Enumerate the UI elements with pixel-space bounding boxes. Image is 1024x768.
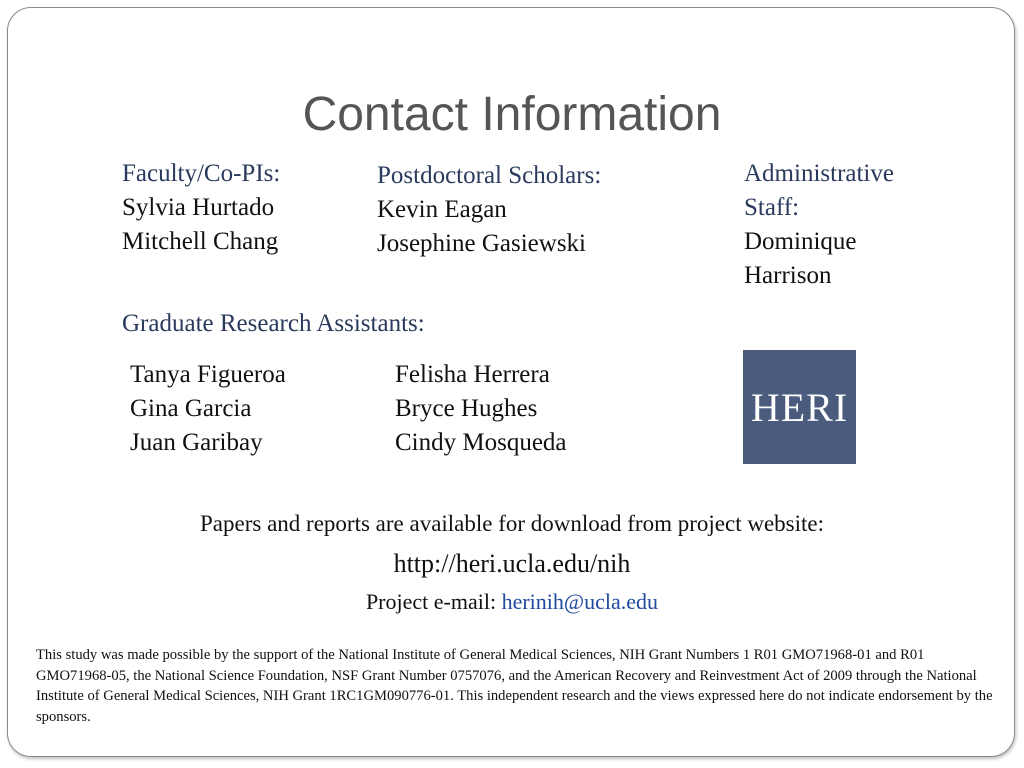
faculty-name: Sylvia Hurtado [122,194,275,221]
email-link[interactable]: herinih@ucla.edu [501,589,659,614]
gra-name: Bryce Hughes [395,395,538,422]
email-label: Project e-mail: [365,589,502,614]
heri-logo-text: HERI [750,384,849,430]
gra-name: Tanya Figueroa [130,361,286,388]
heri-logo [743,350,856,464]
admin-heading-line1: Administrative [744,160,894,187]
faculty-section [122,157,280,259]
postdoc-name: Josephine Gasiewski [377,230,586,257]
postdoc-section [377,159,601,261]
gra-name: Felisha Herrera [395,361,550,388]
page-title: Contact Information [302,88,722,141]
funding-footnote: This study was made possible by the support of the National Institute of General Medical Sciences, NIH Grant Numbers 1 R01 GMO71968-01 and R01 GMO71968-05, the National Science Foundation, NSF Grant Number 0757076, and the American Recovery and Reinvestment Act of 2009 through the National Institute of General Medical Sciences, NIH Grant 1RC1GM090776-01. This independent research and the views expressed here do not indicate endorsement by the sponsors. [36,647,993,725]
gra-column-2 [395,358,567,460]
postdoc-name: Kevin Eagan [377,196,507,223]
admin-name-line1: Dominique [744,228,857,255]
gra-column-1 [130,358,286,460]
gra-name: Cindy Mosqueda [395,429,567,456]
admin-name-line2: Harrison [744,262,832,289]
gra-heading: Graduate Research Assistants: [122,310,425,337]
gra-name: Gina Garcia [130,395,252,422]
faculty-name: Mitchell Chang [122,228,279,255]
papers-text: Papers and reports are available for download from project website: [200,511,824,536]
admin-heading-line2: Staff: [744,194,800,221]
postdoc-heading: Postdoctoral Scholars: [377,162,602,189]
admin-section [744,157,944,293]
gra-name: Juan Garibay [130,429,263,456]
faculty-heading: Faculty/Co-PIs: [122,160,281,187]
email-line [0,587,1024,617]
website-link[interactable]: http://heri.ucla.edu/nih [393,549,631,578]
